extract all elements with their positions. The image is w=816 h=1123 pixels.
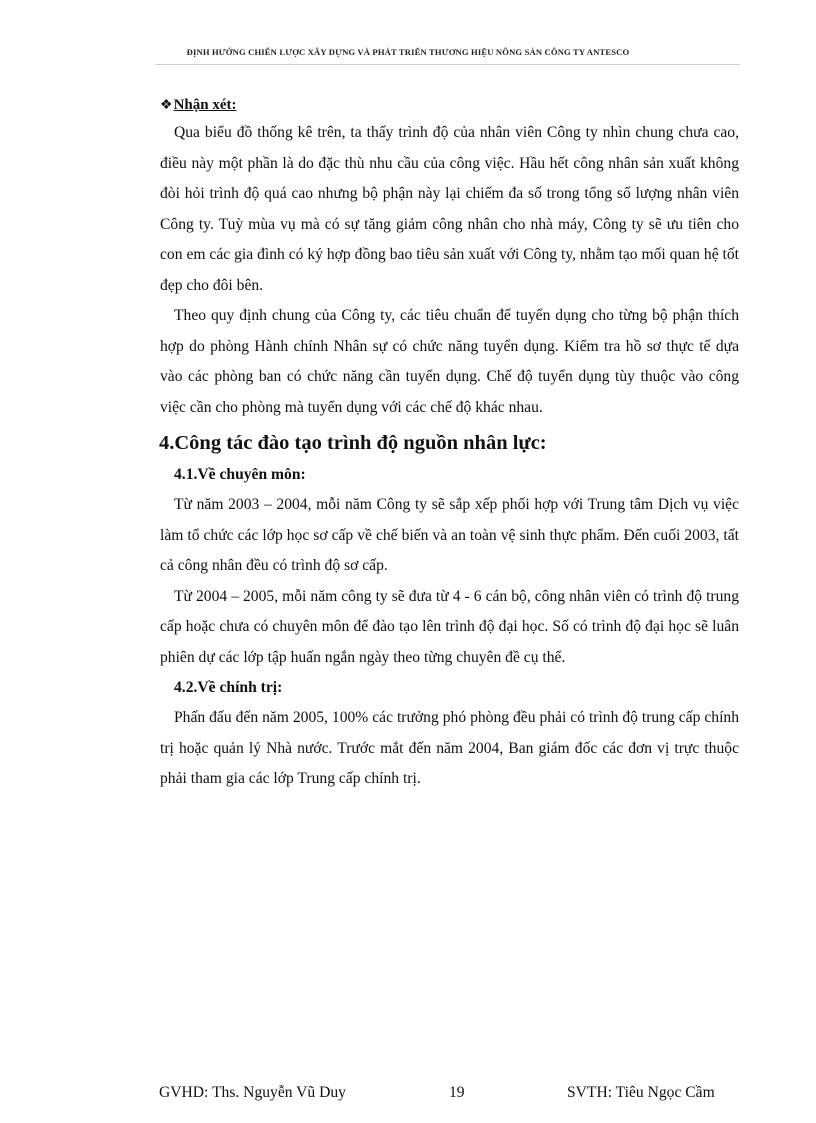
footer-student: SVTH: Tiêu Ngọc Cầm	[567, 1084, 715, 1101]
paragraph: Qua biểu đồ thống kê trên, ta thấy trình độ của nhân viên Công ty nhìn chung chưa cao, điều này một phần là do đặc thù nhu cầu của công việc. Hầu hết công nhân sản xuất không đòi hỏi trình độ quá cao nhưng bộ phận này lại chiếm đa số trong tổng số lượng nhân viên Công ty. Tuỳ mùa vụ mà có sự tăng giảm công nhân cho nhà máy, Công ty sẽ ưu tiên cho con em các gia đình có ký hợp đồng bao tiêu sản xuất với Công ty, nhằm tạo mối quan hệ tốt đẹp cho đôi bên.	[160, 124, 739, 294]
paragraph: Từ 2004 – 2005, mỗi năm công ty sẽ đưa từ 4 - 6 cán bộ, công nhân viên có trình độ trung cấp hoặc chưa có chuyên môn để đào tạo lên trình độ đại học. Số có trình độ đại học sẽ luân phiên dự các lớp tập huấn ngắn ngày theo từng chuyên đề cụ thể.	[160, 587, 739, 666]
running-header: ĐỊNH HƯỚNG CHIẾN LƯỢC XÂY DỰNG VÀ PHÁT TRIỂN THƯƠNG HIỆU NÔNG SẢN CÔNG TY ANTESCO	[186, 47, 630, 57]
paragraph: Theo quy định chung của Công ty, các tiêu chuẩn để tuyển dụng cho từng bộ phận thích hợp do phòng Hành chính Nhân sự có chức năng tuyển dụng. Kiểm tra hồ sơ thực tế dựa vào các phòng ban có chức năng cần tuyển dụng. Chế độ tuyển dụng tùy thuộc vào công việc cần cho phòng mà tuyển dụng với các chế độ khác nhau.	[160, 307, 739, 416]
diamond-bullet-icon: ❖	[160, 98, 173, 113]
subsection-heading: 4.2.Về chính trị:	[174, 679, 283, 696]
page-number: 19	[449, 1084, 465, 1101]
header-rule	[155, 64, 740, 65]
remark-label: Nhận xét:	[173, 97, 237, 113]
section-heading: 4.Công tác đào tạo trình độ nguồn nhân lực:	[159, 432, 547, 454]
paragraph: Phấn đấu đến năm 2005, 100% các trưởng phó phòng đều phải có trình độ trung cấp chính trị hoặc quản lý Nhà nước. Trước mắt đến năm 2004, Ban giám đốc các đơn vị trực thuộc phải tham gia các lớp Trung cấp chính trị.	[160, 709, 739, 787]
page-body	[160, 94, 739, 795]
footer-instructor: GVHD: Ths. Nguyễn Vũ Duy	[159, 1084, 346, 1101]
remark-heading	[160, 94, 739, 117]
paragraph: Từ năm 2003 – 2004, mỗi năm Công ty sẽ sắp xếp phối hợp với Trung tâm Dịch vụ việc làm tổ chức các lớp học sơ cấp về chế biến và an toàn vệ sinh thực phẩm. Đến cuối 2003, tất cả công nhân đều có trình độ sơ cấp.	[160, 496, 739, 574]
subsection-heading: 4.1.Về chuyên môn:	[174, 466, 306, 483]
